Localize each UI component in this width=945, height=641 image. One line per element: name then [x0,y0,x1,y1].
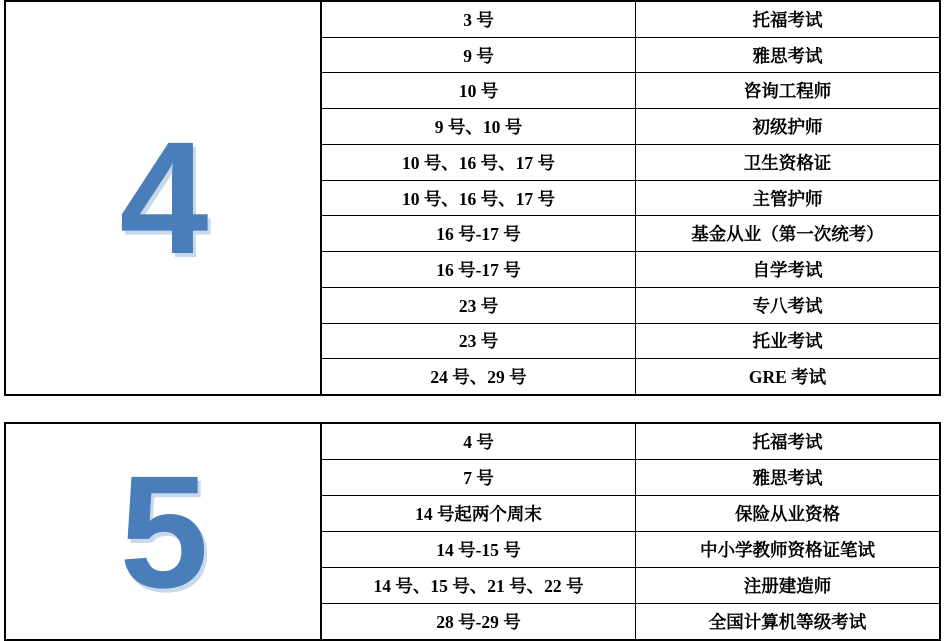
exam-name: 保险从业资格 [735,504,840,524]
exam-date: 14 号-15 号 [322,532,636,567]
exam-name: GRE 考试 [748,367,827,388]
exam-name: 初级护师 [752,117,823,138]
exam-name: 咨询工程师 [743,81,832,102]
table-row [322,359,939,394]
exam-date: 10 号、16 号、17 号 [322,181,636,216]
table-row [322,38,939,74]
table-row [322,216,939,252]
exam-date: 10 号、16 号、17 号 [322,145,636,180]
exam-date: 9 号 [322,38,636,73]
table-row [322,145,939,181]
exam-name: 中小学教师资格证笔试 [700,540,875,560]
exam-date: 23 号 [322,288,636,323]
table-row [322,424,939,460]
exam-name: 雅思考试 [752,45,823,66]
exam-name: 注册建造师 [743,576,832,596]
exam-rows [322,424,939,639]
exam-date: 3 号 [322,2,636,37]
table-row [322,2,939,38]
exam-date: 9 号、10 号 [322,109,636,144]
table-row [322,252,939,288]
month-block-4 [4,0,941,396]
exam-date: 23 号 [322,324,636,359]
table-row [322,532,939,568]
exam-name: 雅思考试 [752,468,823,488]
table-row [322,181,939,217]
table-row [322,496,939,532]
table-row [322,109,939,145]
table-row [322,568,939,604]
exam-name: 托福考试 [752,432,823,452]
exam-rows [322,2,939,394]
exam-name: 托业考试 [752,331,823,352]
exam-name: 基金从业（第一次统考） [691,224,884,245]
exam-date: 14 号、15 号、21 号、22 号 [322,568,636,603]
month-number-cell [6,424,322,639]
exam-name: 专八考试 [752,295,823,316]
exam-date: 16 号-17 号 [322,252,636,287]
table-row [322,73,939,109]
month-number: 5 [119,441,207,621]
exam-name: 全国计算机等级考试 [708,612,867,632]
table-row [322,460,939,496]
month-number-cell [6,2,322,394]
table-row [322,288,939,324]
exam-date: 16 号-17 号 [322,216,636,251]
exam-date: 10 号 [322,73,636,108]
exam-date: 28 号-29 号 [322,604,636,639]
table-row [322,604,939,639]
exam-name: 自学考试 [752,260,823,280]
month-block-5 [4,422,941,641]
exam-date: 4 号 [322,424,636,459]
exam-date: 7 号 [322,460,636,495]
table-row [322,324,939,360]
exam-date: 24 号、29 号 [322,359,636,394]
month-number: 4 [119,108,207,287]
exam-name: 卫生资格证 [743,152,832,173]
exam-name: 托福考试 [752,9,823,30]
exam-name: 主管护师 [752,188,823,209]
exam-date: 14 号起两个周末 [322,496,636,531]
